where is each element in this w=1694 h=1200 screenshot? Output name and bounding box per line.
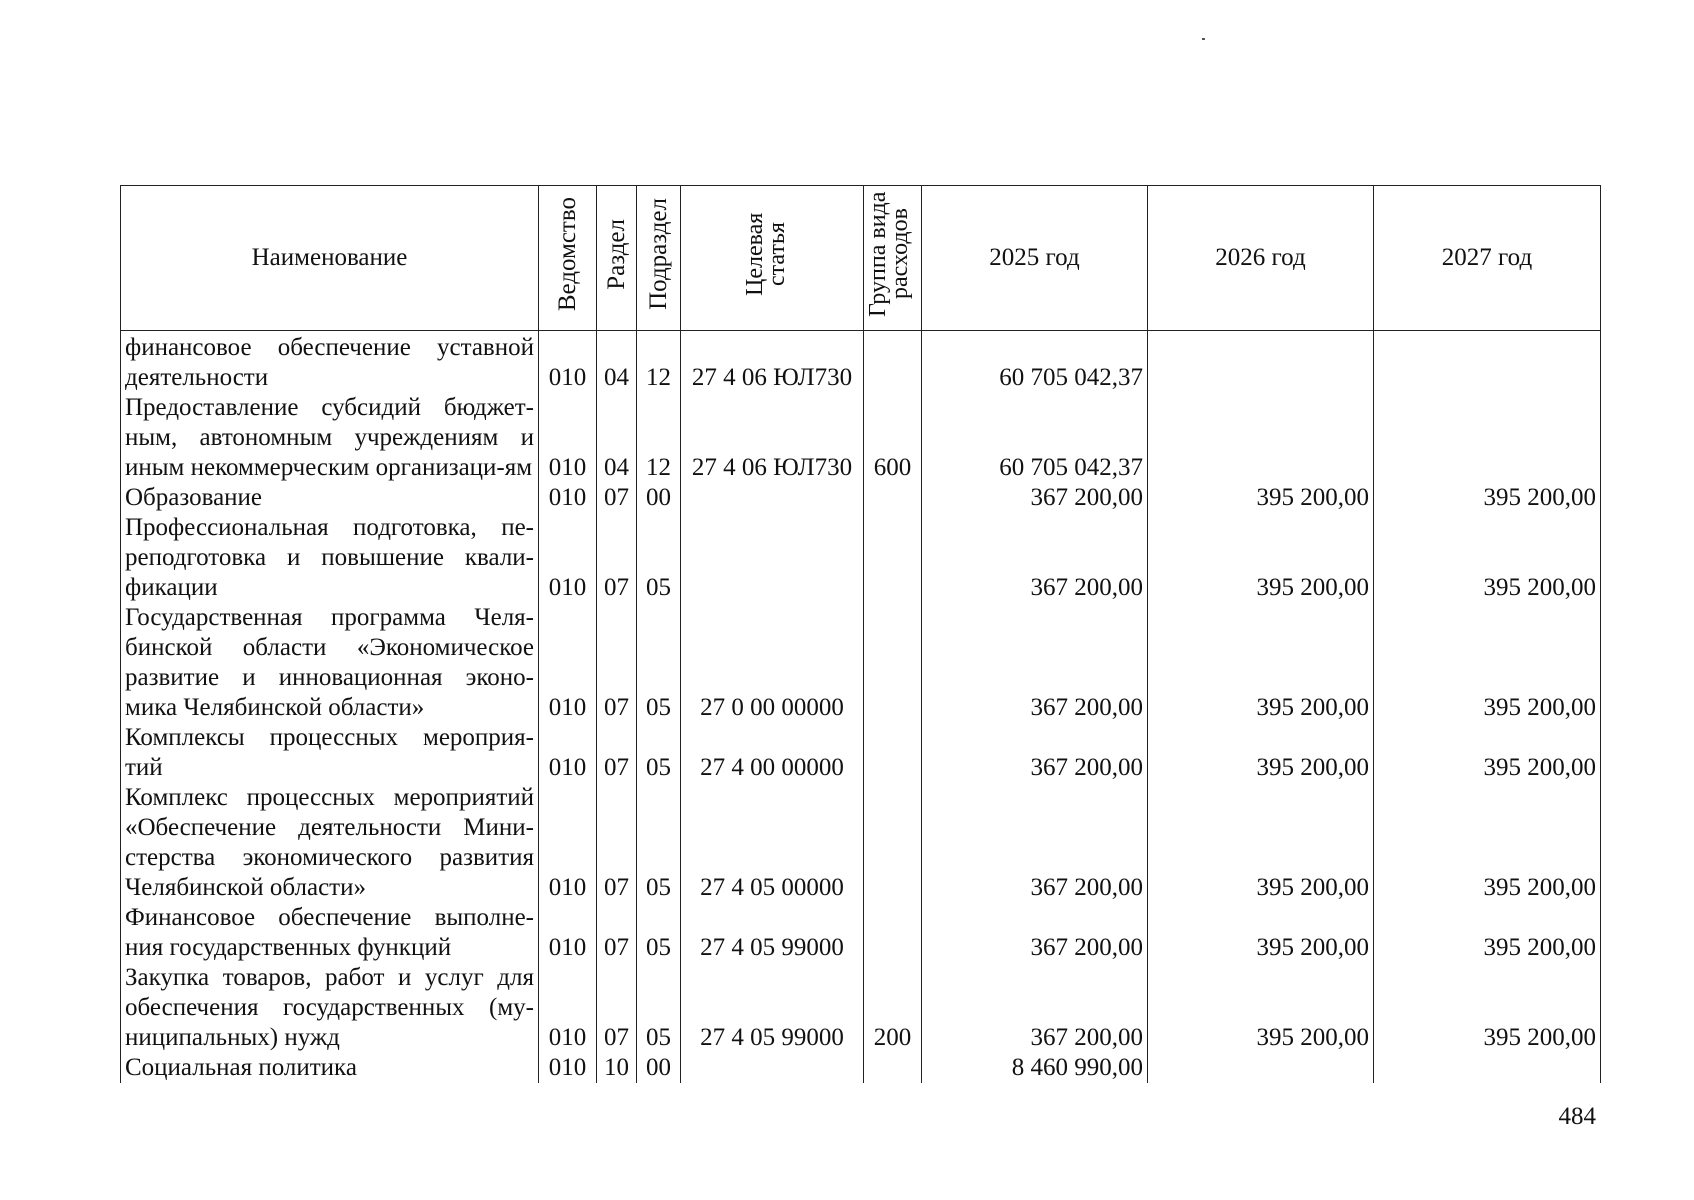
row-section: 10 xyxy=(597,1053,637,1083)
row-department: 010 xyxy=(539,903,597,963)
row-name: Образование xyxy=(121,483,539,513)
row-2026: 395 200,00 xyxy=(1148,513,1374,603)
row-2025: 60 705 042,37 xyxy=(922,393,1148,483)
row-2025: 367 200,00 xyxy=(922,513,1148,603)
row-2027: 395 200,00 xyxy=(1374,603,1601,723)
row-2026 xyxy=(1148,1053,1374,1083)
row-section: 07 xyxy=(597,723,637,783)
row-subsection: 05 xyxy=(637,783,681,903)
row-expense-group xyxy=(864,1053,922,1083)
table-row xyxy=(121,783,1601,903)
row-2027 xyxy=(1374,393,1601,483)
row-subsection: 12 xyxy=(637,393,681,483)
row-name: Государственная программа Челя-бинской области «Экономическое развитие и инновационная эконо-мика Челябинской области» xyxy=(121,603,539,723)
row-target-item: 27 4 05 99000 xyxy=(681,903,864,963)
row-subsection: 05 xyxy=(637,963,681,1053)
row-2025: 367 200,00 xyxy=(922,603,1148,723)
row-2026: 395 200,00 xyxy=(1148,603,1374,723)
row-section: 07 xyxy=(597,603,637,723)
row-2026 xyxy=(1148,331,1374,394)
row-2026: 395 200,00 xyxy=(1148,783,1374,903)
row-expense-group xyxy=(864,903,922,963)
header-section xyxy=(597,186,637,331)
row-expense-group xyxy=(864,603,922,723)
row-2025: 60 705 042,37 xyxy=(922,331,1148,394)
row-2027: 395 200,00 xyxy=(1374,723,1601,783)
row-name: Финансовое обеспечение выполне-ния государственных функций xyxy=(121,903,539,963)
table-row xyxy=(121,903,1601,963)
row-subsection: 00 xyxy=(637,483,681,513)
row-2025: 367 200,00 xyxy=(922,783,1148,903)
row-section: 07 xyxy=(597,483,637,513)
row-2025: 8 460 990,00 xyxy=(922,1053,1148,1083)
row-target-item xyxy=(681,483,864,513)
row-subsection: 05 xyxy=(637,903,681,963)
header-subsection xyxy=(637,186,681,331)
header-2027 xyxy=(1374,186,1601,331)
row-expense-group xyxy=(864,513,922,603)
row-2027: 395 200,00 xyxy=(1374,783,1601,903)
table-row xyxy=(121,963,1601,1053)
row-expense-group: 200 xyxy=(864,963,922,1053)
header-2025 xyxy=(922,186,1148,331)
row-expense-group xyxy=(864,783,922,903)
row-2026: 395 200,00 xyxy=(1148,963,1374,1053)
row-subsection: 12 xyxy=(637,331,681,394)
row-department: 010 xyxy=(539,483,597,513)
header-expense-group-label: Группа вида расходов xyxy=(864,191,913,317)
table-row xyxy=(121,483,1601,513)
table-header-row xyxy=(121,186,1601,331)
table-row xyxy=(121,603,1601,723)
row-target-item: 27 4 06 ЮЛ730 xyxy=(681,331,864,394)
row-2027: 395 200,00 xyxy=(1374,513,1601,603)
row-2027 xyxy=(1374,1053,1601,1083)
header-department-label: Ведомство xyxy=(553,196,581,312)
header-name xyxy=(121,186,539,331)
table-row xyxy=(121,331,1601,394)
row-target-item: 27 4 05 99000 xyxy=(681,963,864,1053)
row-department: 010 xyxy=(539,963,597,1053)
header-name-label: Наименование xyxy=(251,244,408,271)
row-name: Комплекс процессных мероприятий «Обеспечение деятельности Мини-стерства экономического развития Челябинской области» xyxy=(121,783,539,903)
row-2025: 367 200,00 xyxy=(922,963,1148,1053)
table-row xyxy=(121,513,1601,603)
page-number: 484 xyxy=(1558,1103,1596,1130)
row-expense-group: 600 xyxy=(864,393,922,483)
row-name: Закупка товаров, работ и услуг для обеспечения государственных (му-ниципальных) нужд xyxy=(121,963,539,1053)
row-name: Профессиональная подготовка, пе-реподготовка и повышение квали-фикации xyxy=(121,513,539,603)
table-row xyxy=(121,1053,1601,1083)
row-target-item: 27 4 06 ЮЛ730 xyxy=(681,393,864,483)
row-section: 07 xyxy=(597,513,637,603)
budget-table xyxy=(120,185,1601,1083)
row-department: 010 xyxy=(539,1053,597,1083)
row-department: 010 xyxy=(539,393,597,483)
row-2027: 395 200,00 xyxy=(1374,903,1601,963)
row-section: 07 xyxy=(597,903,637,963)
header-expense-group xyxy=(864,186,922,331)
row-section: 04 xyxy=(597,331,637,394)
row-name: Социальная политика xyxy=(121,1053,539,1083)
header-section-label: Раздел xyxy=(602,218,630,290)
row-expense-group xyxy=(864,723,922,783)
row-target-item xyxy=(681,513,864,603)
row-2026: 395 200,00 xyxy=(1148,723,1374,783)
row-department: 010 xyxy=(539,783,597,903)
row-department: 010 xyxy=(539,603,597,723)
row-target-item xyxy=(681,1053,864,1083)
row-subsection: 05 xyxy=(637,603,681,723)
row-2025: 367 200,00 xyxy=(922,723,1148,783)
row-department: 010 xyxy=(539,513,597,603)
row-expense-group xyxy=(864,331,922,394)
row-2026: 395 200,00 xyxy=(1148,903,1374,963)
row-name: Комплексы процессных мероприя-тий xyxy=(121,723,539,783)
header-2027-label: 2027 год xyxy=(1441,244,1533,271)
header-subsection-label: Подраздел xyxy=(644,198,672,310)
row-2026: 395 200,00 xyxy=(1148,483,1374,513)
row-2025: 367 200,00 xyxy=(922,483,1148,513)
row-2027 xyxy=(1374,331,1601,394)
header-target-item xyxy=(681,186,864,331)
row-subsection: 05 xyxy=(637,513,681,603)
row-2027: 395 200,00 xyxy=(1374,483,1601,513)
row-department: 010 xyxy=(539,723,597,783)
row-target-item: 27 4 00 00000 xyxy=(681,723,864,783)
row-2027: 395 200,00 xyxy=(1374,963,1601,1053)
row-2026 xyxy=(1148,393,1374,483)
row-subsection: 00 xyxy=(637,1053,681,1083)
row-target-item: 27 4 05 00000 xyxy=(681,783,864,903)
table-row xyxy=(121,393,1601,483)
header-2026 xyxy=(1148,186,1374,331)
row-expense-group xyxy=(864,483,922,513)
row-subsection: 05 xyxy=(637,723,681,783)
row-section: 07 xyxy=(597,783,637,903)
row-target-item: 27 0 00 00000 xyxy=(681,603,864,723)
row-section: 04 xyxy=(597,393,637,483)
header-2025-label: 2025 год xyxy=(989,244,1080,271)
header-2026-label: 2026 год xyxy=(1215,244,1306,271)
table-row xyxy=(121,723,1601,783)
row-section: 07 xyxy=(597,963,637,1053)
scan-speck xyxy=(1202,38,1205,40)
row-department: 010 xyxy=(539,331,597,394)
row-name: Предоставление субсидий бюджет-ным, автономным учреждениям и иным некоммерческим организаци-ям xyxy=(121,393,539,483)
row-name: финансовое обеспечение уставной деятельности xyxy=(121,331,539,394)
header-target-item-label: Целевая статья xyxy=(742,212,790,296)
header-department xyxy=(539,186,597,331)
row-2025: 367 200,00 xyxy=(922,903,1148,963)
